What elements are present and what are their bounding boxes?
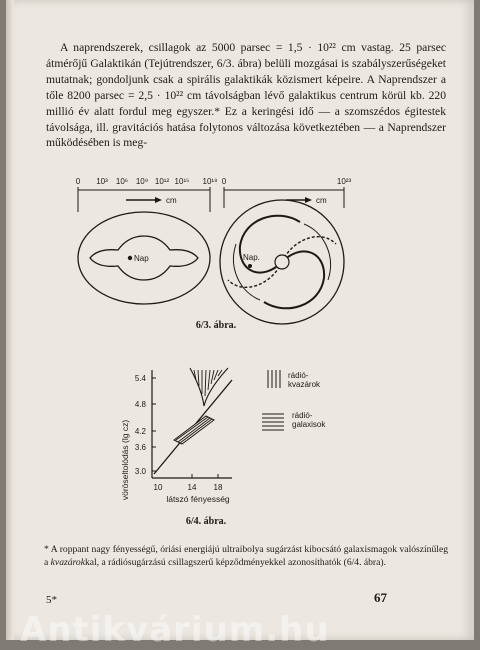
right-tick-1: 10²³ bbox=[336, 177, 352, 186]
sun-marker-left bbox=[128, 256, 132, 260]
figure-6-4-chart bbox=[6, 360, 474, 520]
legend-quasars-line2: kvazárok bbox=[288, 380, 321, 389]
x-axis-label: látszó fényesség bbox=[166, 494, 230, 504]
figure-6-4-caption: 6/4. ábra. bbox=[185, 516, 227, 527]
main-paragraph: A naprendszerek, csillagok az 5000 parsec = 1,5 · 10²² cm vastag. 25 parsec átmérőjű Galaktikán (Tejútrendszer, 6/3. ábra) belüli mozgásai is szabályszerűségeket mutatnak; gondoljunk csak a spirális galaktikák közismert képeire. A Naprendszer a tőle 8200 parsec = 2,5 · 10²² cm távolságban lévő galaktikus centrum körül kb. 220 millió év alatt fordul meg egyszer.* Ez a keringési idő — a szomszédos égitestek távolsága, ill. gravitációs hatása folytonos változása következtében — a Naprendszer működésében is meg- bbox=[46, 41, 446, 150]
x-tick-18: 18 bbox=[213, 483, 223, 492]
sun-marker-right bbox=[248, 264, 252, 268]
sun-label-right: Nap. bbox=[243, 253, 260, 262]
left-tick-3: 10⁹ bbox=[135, 177, 149, 186]
page-number: 67 bbox=[374, 590, 387, 605]
legend-galaxies-line2: galaxisok bbox=[292, 420, 326, 429]
book-page bbox=[6, 0, 474, 640]
x-tick-14: 14 bbox=[187, 483, 197, 492]
y-tick-4-8: 4.8 bbox=[134, 400, 146, 409]
x-tick-10: 10 bbox=[153, 483, 163, 492]
figure-6-3-caption: 6/3. ábra. bbox=[195, 320, 237, 331]
y-axis-label: vöröseltolódás (lg cz) bbox=[120, 419, 130, 501]
left-tick-2: 10⁶ bbox=[115, 177, 129, 186]
footnote-after: kal, a rádiósugárzású csillagszerű képződményekkel azonosíthatók (6/4. ábra). bbox=[84, 556, 386, 568]
edge-on-galaxy-diagram bbox=[78, 212, 210, 304]
figure-6-3 bbox=[6, 170, 474, 360]
radio-galaxy-region bbox=[174, 416, 214, 444]
left-tick-1: 10³ bbox=[96, 177, 108, 186]
y-ticks bbox=[135, 374, 156, 476]
left-tick-5: 10¹⁵ bbox=[174, 177, 190, 186]
left-unit-label: cm bbox=[166, 196, 177, 205]
spiral-galaxy-diagram bbox=[220, 200, 344, 324]
footnote bbox=[44, 544, 448, 569]
sun-label-left: Nap bbox=[134, 254, 149, 263]
y-tick-3-0: 3.0 bbox=[134, 467, 146, 476]
legend-quasars-line1: rádió- bbox=[288, 371, 309, 380]
body-text bbox=[46, 40, 446, 151]
left-tick-4: 10¹² bbox=[154, 177, 170, 186]
y-tick-5-4: 5.4 bbox=[134, 374, 146, 383]
footnote-before: * A roppant nagy fényességű, óriási energiájú ultraibolya sugárzást kibocsátó galaxismagok valószínűleg a bbox=[44, 544, 448, 568]
left-tick-0: 0 bbox=[75, 177, 81, 186]
x-ticks bbox=[154, 474, 223, 492]
legend bbox=[262, 370, 284, 430]
right-tick-0: 0 bbox=[221, 177, 227, 186]
y-tick-4-2: 4.2 bbox=[134, 427, 146, 436]
left-tick-6: 10¹⁸ bbox=[202, 177, 218, 186]
left-axis-ticks bbox=[76, 177, 218, 193]
signature-mark: 5* bbox=[46, 594, 57, 606]
watermark: Antikvárium.hu bbox=[20, 610, 330, 650]
y-tick-3-6: 3.6 bbox=[134, 443, 146, 452]
quasar-region bbox=[190, 368, 228, 406]
right-unit-label: cm bbox=[316, 196, 327, 205]
footnote-emphasis: kvazárok bbox=[50, 556, 85, 568]
legend-galaxies-line1: rádió- bbox=[292, 411, 313, 420]
